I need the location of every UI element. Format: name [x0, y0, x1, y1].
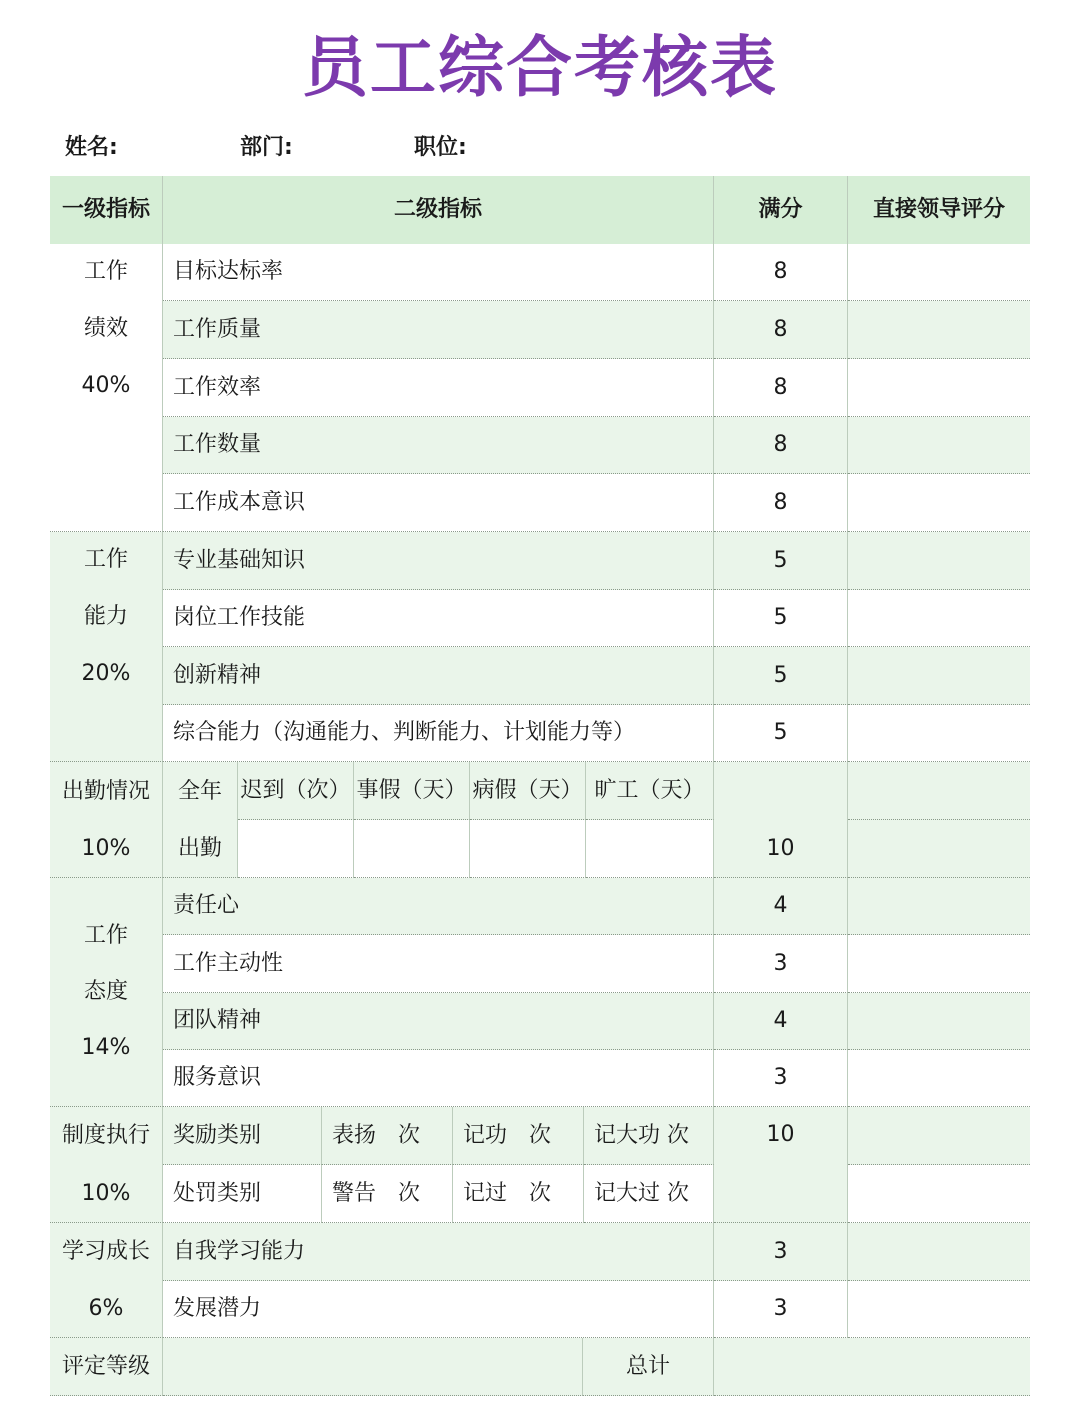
reward-praise: 表扬 次 [322, 1107, 453, 1165]
late-count-cell[interactable] [238, 820, 354, 878]
leader-score-cell[interactable] [848, 647, 1030, 705]
performance-item-label: 工作质量 [163, 301, 714, 359]
performance-item-score: 8 [714, 301, 848, 359]
attendance-score: 10 [714, 762, 848, 878]
group-ability [50, 532, 163, 762]
group-attendance [50, 762, 163, 878]
performance-item-label: 目标达标率 [163, 244, 714, 301]
attitude-weight: 14% [81, 1035, 131, 1060]
attitude-item-score: 3 [714, 1050, 848, 1107]
leader-score-cell[interactable] [848, 1281, 1030, 1338]
leader-score-cell[interactable] [848, 474, 1030, 532]
ability-item-label: 岗位工作技能 [163, 590, 714, 647]
attitude-line1: 工作 [83, 923, 128, 948]
ability-item-label: 专业基础知识 [163, 532, 714, 590]
leader-score-cell[interactable] [848, 417, 1030, 474]
learning-weight: 6% [88, 1296, 124, 1321]
ability-weight: 20% [81, 661, 131, 686]
discipline-score: 10 [714, 1107, 848, 1223]
attitude-item-score: 3 [714, 935, 848, 993]
page-title: 员工综合考核表 [302, 29, 778, 106]
attendance-line1: 出勤情况 [61, 778, 150, 804]
ability-line2: 能力 [83, 604, 128, 629]
leader-score-cell[interactable] [848, 878, 1030, 935]
leader-score-cell[interactable] [848, 762, 1030, 820]
attitude-item-score: 4 [714, 993, 848, 1050]
reward-major-merit: 记大功 次 [584, 1107, 714, 1165]
header-leader-score: 直接领导评分 [848, 176, 1030, 244]
full-year-line1: 全年 [177, 778, 222, 804]
performance-weight: 40% [81, 373, 131, 398]
leader-score-cell[interactable] [848, 1050, 1030, 1107]
penalty-category-label: 处罚类别 [163, 1165, 322, 1223]
group-discipline [50, 1107, 163, 1223]
position-label: 职位: [414, 135, 467, 160]
attitude-item-label: 责任心 [163, 878, 714, 935]
leader-score-cell[interactable] [848, 1165, 1030, 1223]
grade-value-cell[interactable] [163, 1338, 583, 1396]
learning-item-score: 3 [714, 1281, 848, 1338]
attitude-item-label: 服务意识 [163, 1050, 714, 1107]
assessment-table [50, 176, 1030, 1396]
group-performance [50, 244, 163, 532]
ability-item-label: 综合能力（沟通能力、判断能力、计划能力等） [163, 705, 714, 762]
attitude-line2: 态度 [83, 979, 128, 1004]
performance-item-label: 工作数量 [163, 417, 714, 474]
full-year-line2: 出勤 [177, 835, 222, 861]
performance-item-score: 8 [714, 474, 848, 532]
leader-score-cell[interactable] [848, 590, 1030, 647]
leader-score-cell[interactable] [848, 244, 1030, 301]
attitude-item-label: 工作主动性 [163, 935, 714, 993]
absent-header: 旷工（天） [586, 762, 714, 820]
reward-category-label: 奖励类别 [163, 1107, 322, 1165]
discipline-weight: 10% [81, 1180, 131, 1206]
learning-item-label: 发展潜力 [163, 1281, 714, 1338]
personal-leave-header: 事假（天） [354, 762, 470, 820]
performance-item-score: 8 [714, 244, 848, 301]
leader-score-cell[interactable] [848, 1223, 1030, 1281]
name-label: 姓名: [65, 135, 118, 160]
leader-score-cell[interactable] [848, 1107, 1030, 1165]
leader-score-cell[interactable] [848, 993, 1030, 1050]
attendance-weight: 10% [81, 835, 131, 861]
performance-item-label: 工作效率 [163, 359, 714, 417]
late-header: 迟到（次） [238, 762, 354, 820]
performance-line2: 绩效 [83, 316, 128, 341]
learning-line1: 学习成长 [61, 1239, 150, 1264]
performance-item-score: 8 [714, 359, 848, 417]
penalty-major-demerit: 记大过 次 [584, 1165, 714, 1223]
group-learning [50, 1223, 163, 1338]
leader-score-cell[interactable] [848, 935, 1030, 993]
absent-cell[interactable] [586, 820, 714, 878]
attitude-item-score: 4 [714, 878, 848, 935]
header-full-score: 满分 [714, 176, 848, 244]
learning-item-label: 自我学习能力 [163, 1223, 714, 1281]
total-value-cell[interactable] [714, 1338, 1030, 1396]
ability-item-score: 5 [714, 647, 848, 705]
ability-item-score: 5 [714, 532, 848, 590]
ability-item-label: 创新精神 [163, 647, 714, 705]
grade-label: 评定等级 [50, 1338, 163, 1396]
penalty-warning: 警告 次 [322, 1165, 453, 1223]
leader-score-cell[interactable] [848, 820, 1030, 878]
header-level1: 一级指标 [50, 176, 163, 244]
sick-leave-cell[interactable] [470, 820, 586, 878]
group-attitude [50, 878, 163, 1107]
leader-score-cell[interactable] [848, 301, 1030, 359]
ability-item-score: 5 [714, 705, 848, 762]
leader-score-cell[interactable] [848, 532, 1030, 590]
header-level2: 二级指标 [163, 176, 714, 244]
ability-line1: 工作 [83, 547, 128, 572]
total-label: 总计 [583, 1338, 714, 1396]
learning-item-score: 3 [714, 1223, 848, 1281]
sick-leave-header: 病假（天） [470, 762, 586, 820]
leader-score-cell[interactable] [848, 359, 1030, 417]
full-year-attendance [163, 762, 238, 878]
penalty-demerit: 记过 次 [453, 1165, 584, 1223]
attitude-item-label: 团队精神 [163, 993, 714, 1050]
reward-merit: 记功 次 [453, 1107, 584, 1165]
ability-item-score: 5 [714, 590, 848, 647]
performance-line1: 工作 [83, 259, 128, 284]
personal-leave-cell[interactable] [354, 820, 470, 878]
performance-item-score: 8 [714, 417, 848, 474]
leader-score-cell[interactable] [848, 705, 1030, 762]
department-label: 部门: [240, 135, 293, 160]
discipline-line1: 制度执行 [61, 1122, 150, 1148]
performance-item-label: 工作成本意识 [163, 474, 714, 532]
